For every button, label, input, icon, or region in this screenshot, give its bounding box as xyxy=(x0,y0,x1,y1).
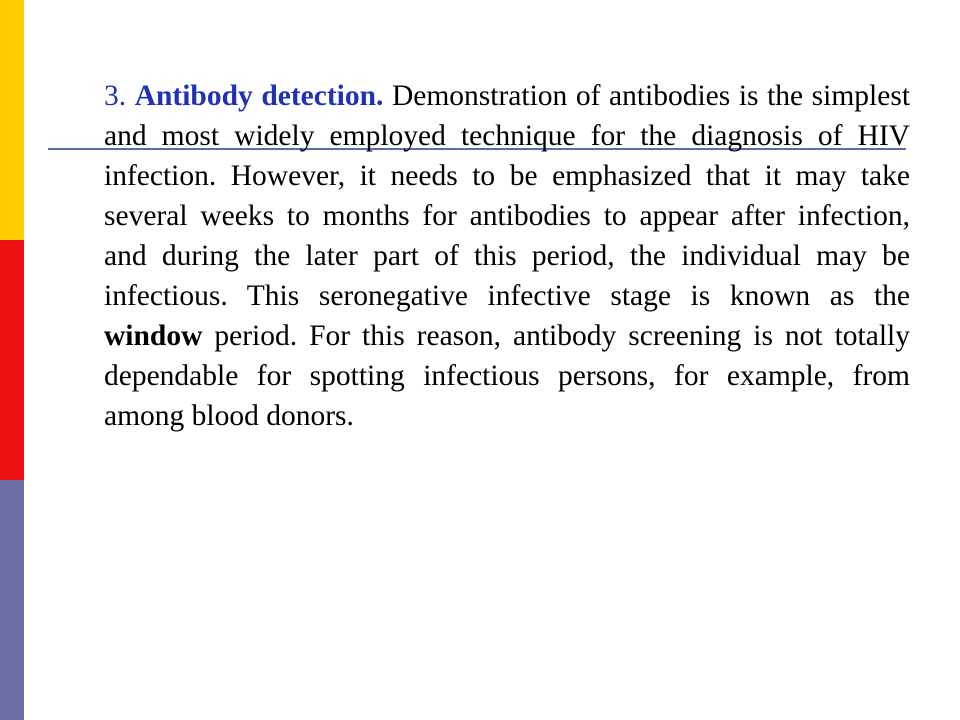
item-number: 3. xyxy=(104,80,127,112)
body-text-part-1: Demonstration of antibodies is the simplest and most widely employed technique for the diagnosis of HIV infection. However, it needs to be emphasized that it may take several weeks to months for antibodies to appear after infection, and during the later part of this period, the individual may be infectious. This seronegative infective stage is known as the xyxy=(104,80,911,312)
emphasized-word: window xyxy=(104,320,203,352)
accent-bar-red xyxy=(0,240,24,480)
term-heading: Antibody detection. xyxy=(134,80,384,112)
body-paragraph xyxy=(104,76,910,436)
accent-bar-purple xyxy=(0,480,24,720)
accent-bar-yellow xyxy=(0,0,24,240)
body-text-part-2: period. For this reason, antibody screening is not totally dependable for spotting infectious persons, for example, from among blood donors. xyxy=(104,320,910,432)
